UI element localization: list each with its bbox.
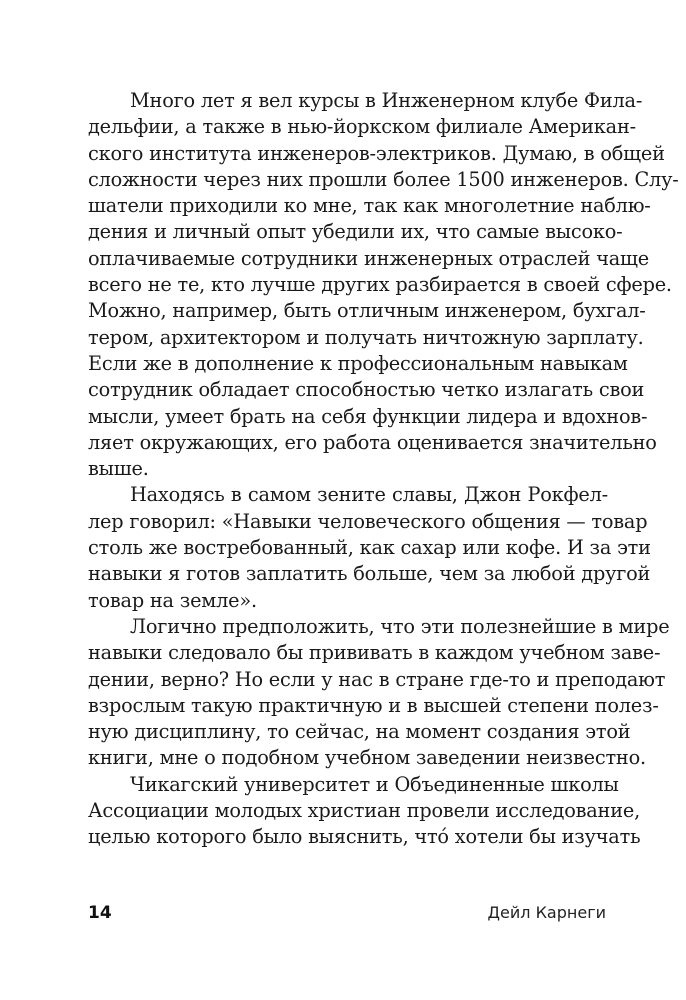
text-line: книги, мне о подобном учебном заведении неизвестно. <box>88 746 646 770</box>
running-footer-author: Дейл Карнеги <box>487 903 606 922</box>
text-line: столь же востребованный, как сахар или кофе. И за эти <box>88 536 651 560</box>
text-line: ского института инженеров-электриков. Думаю, в общей <box>88 141 665 165</box>
paragraph <box>88 88 679 482</box>
paragraph <box>88 614 670 772</box>
text-line: тером, архитектором и получать ничтожную зарплату. <box>88 325 644 349</box>
text-line: Чикагский университет и Объединенные школы <box>130 772 619 796</box>
page-number: 14 <box>88 903 112 923</box>
text-line: Много лет я вел курсы в Инженерном клубе Фила- <box>130 89 643 112</box>
text-line: лер говорил: «Навыки человеческого общения — товар <box>88 509 648 533</box>
text-line: Можно, например, быть отличным инженером, бухгал- <box>88 299 646 323</box>
text-line: дельфии, а также в нью-йоркском филиале Американ- <box>88 115 636 139</box>
text-line: Если же в дополнение к профессиональным навыкам <box>88 351 628 375</box>
text-line: целью которого было выяснить, что́ хотели бы изучать <box>88 825 641 849</box>
text-line: навыки я готов заплатить больше, чем за любой другой <box>88 562 651 586</box>
body-text <box>88 88 679 851</box>
text-line: ляет окружающих, его работа оценивается значительно <box>88 430 657 454</box>
text-line: товар на земле». <box>88 588 257 612</box>
text-line: Находясь в самом зените славы, Джон Рокфел- <box>130 483 608 507</box>
text-line: Ассоциации молодых христиан провели исследование, <box>88 799 641 823</box>
text-line: навыки следовало бы прививать в каждом учебном заве- <box>88 641 661 665</box>
paragraph <box>88 482 651 613</box>
text-line: дения и личный опыт убедили их, что самые высоко- <box>88 220 623 244</box>
text-line: всего не те, кто лучше других разбирается в своей сфере. <box>88 273 672 297</box>
paragraph <box>88 772 641 851</box>
text-line: дении, верно? Но если у нас в стране где-то и преподают <box>88 667 666 691</box>
text-line: взрослым такую практичную и в высшей степени полез- <box>88 693 659 717</box>
text-line: шатели приходили ко мне, так как многолетние наблю- <box>88 194 651 218</box>
text-line: сотрудник обладает способностью четко излагать свои <box>88 378 645 402</box>
text-line: сложности через них прошли более 1500 инженеров. Слу- <box>88 167 679 191</box>
text-line: ную дисциплину, то сейчас, на момент создания этой <box>88 720 631 744</box>
text-line: мысли, умеет брать на себя функции лидера и вдохнов- <box>88 404 648 428</box>
text-line: выше. <box>88 457 149 481</box>
text-line: оплачиваемые сотрудники инженерных отраслей чаще <box>88 246 649 270</box>
text-line: Логично предположить, что эти полезнейшие в мире <box>130 614 670 638</box>
